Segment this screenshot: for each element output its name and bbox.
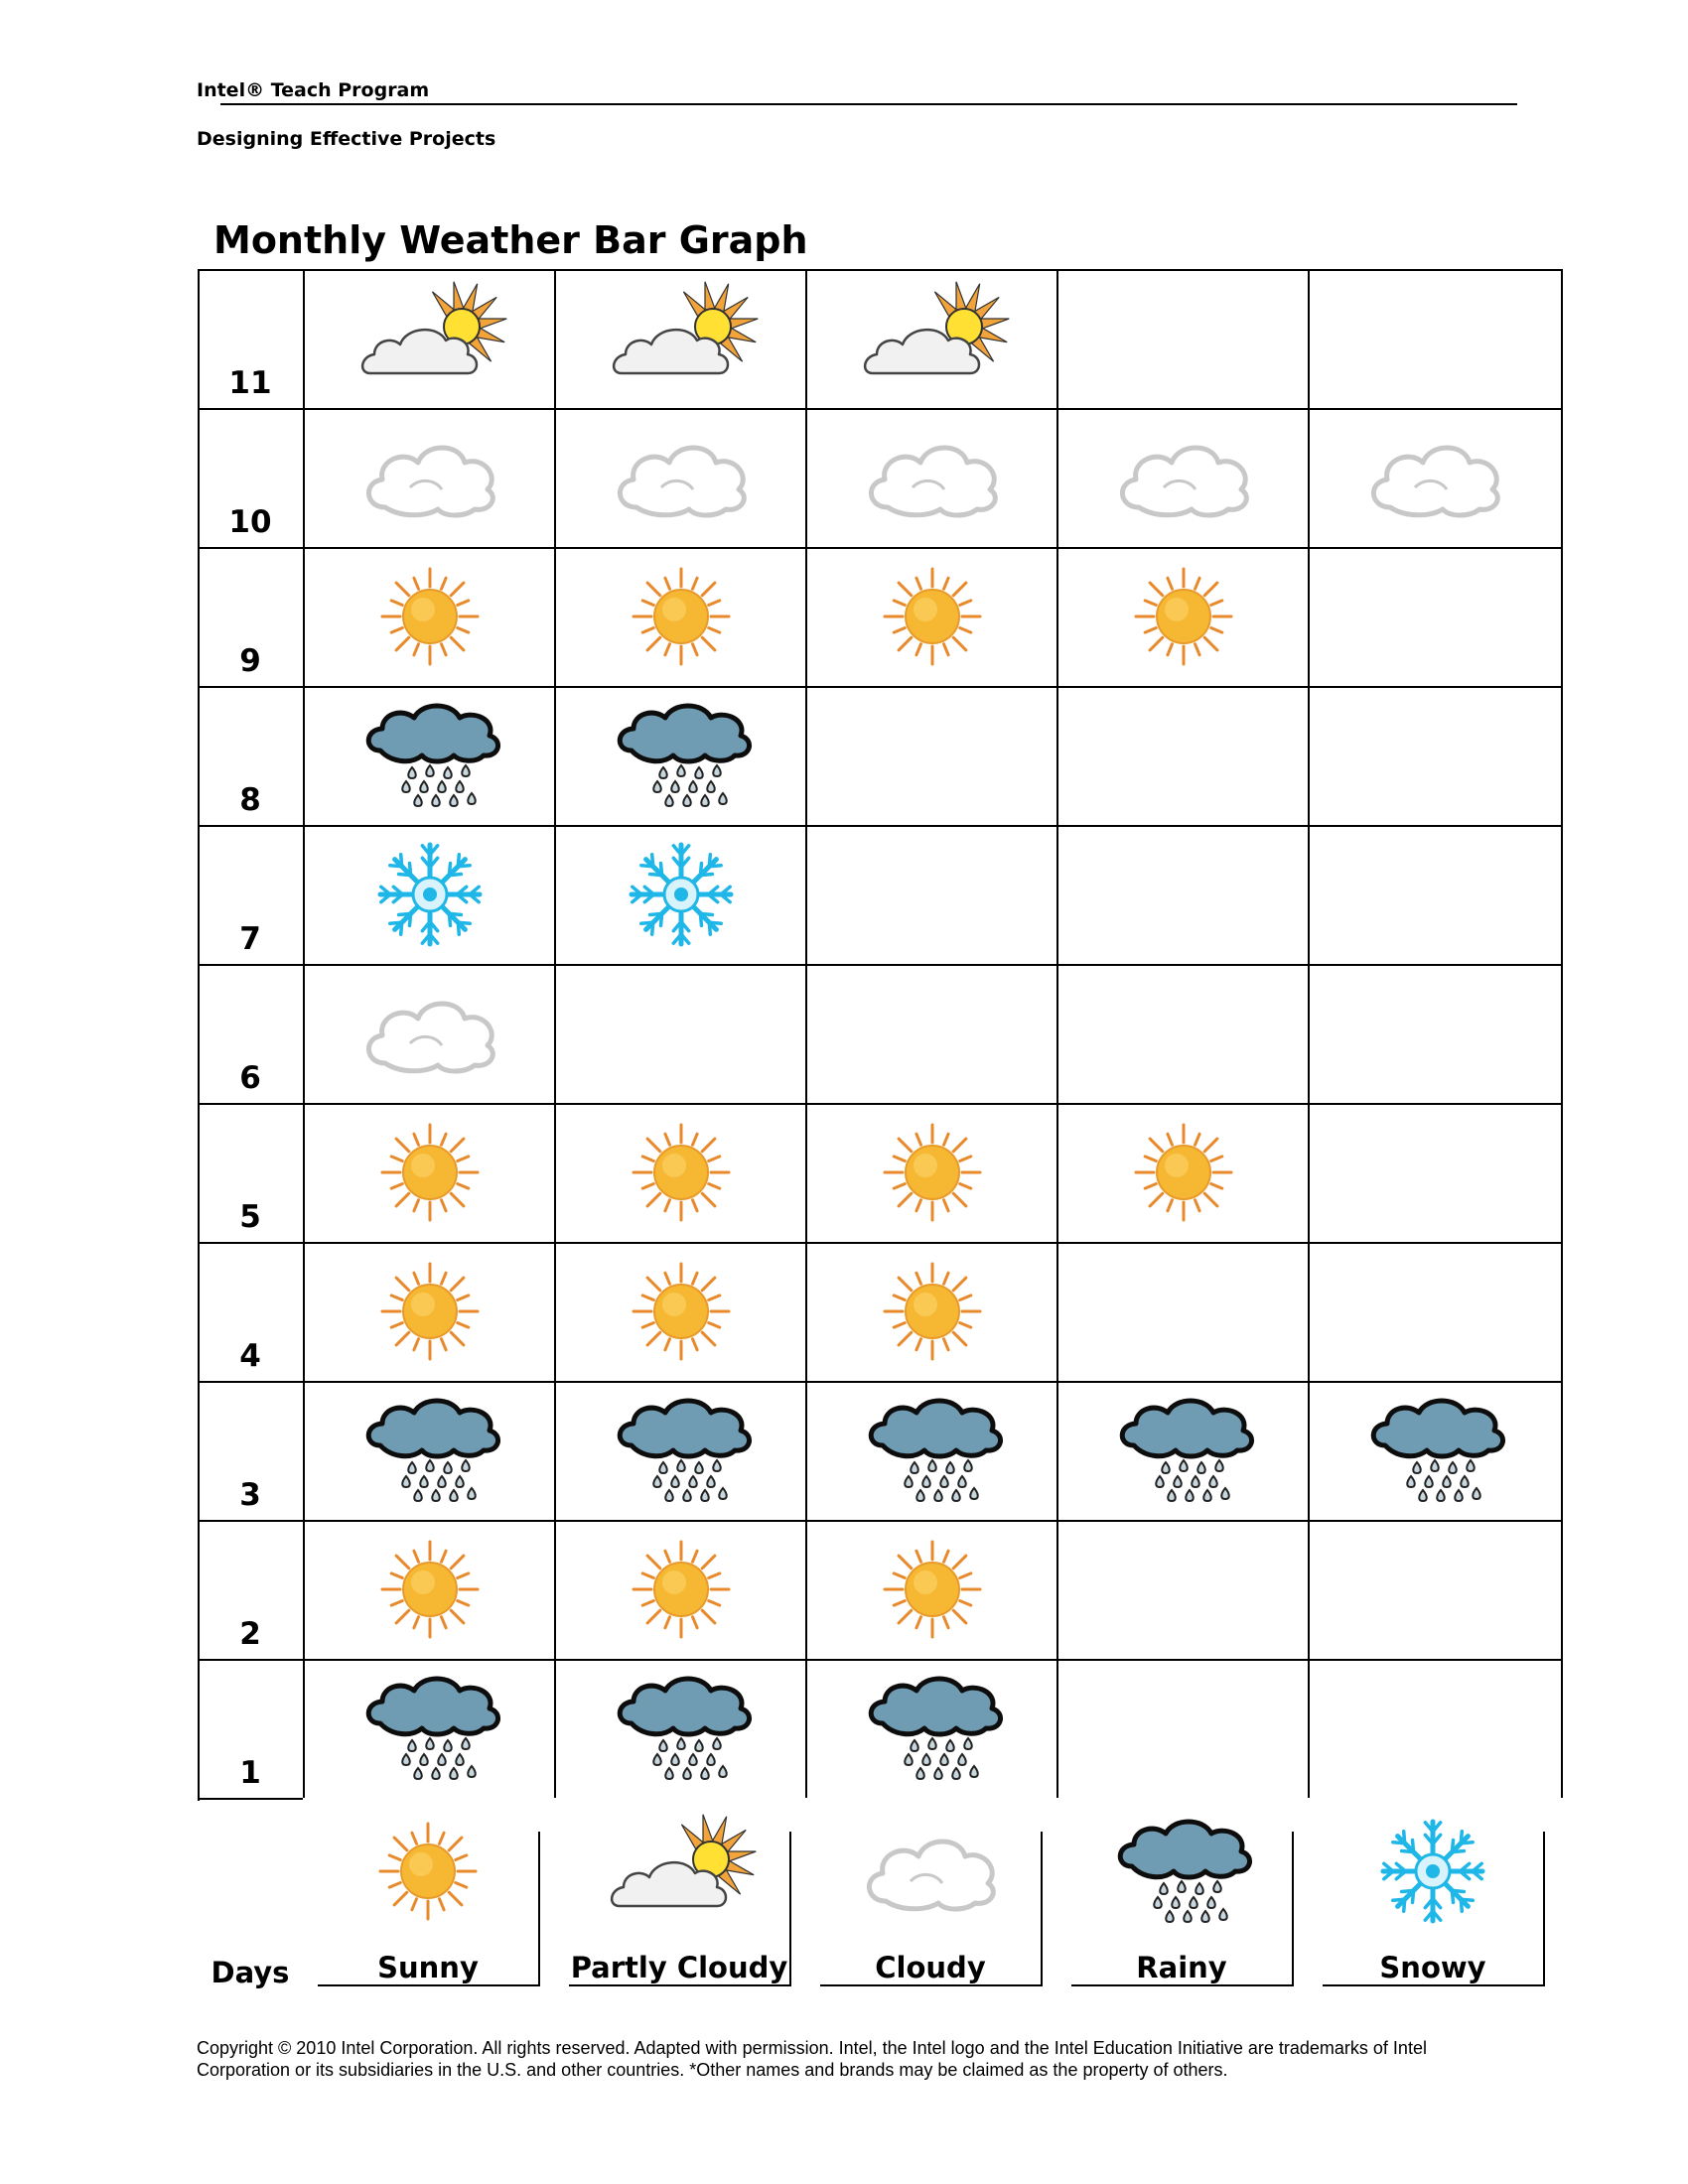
sun-icon	[351, 1252, 509, 1371]
sun-icon	[351, 1113, 509, 1232]
partly-cloudy-icon	[351, 279, 509, 398]
row-day-number: 4	[239, 1338, 261, 1374]
graph-cell	[806, 408, 1057, 547]
graph-cell	[1057, 547, 1309, 686]
graph-cell	[806, 964, 1057, 1103]
snowflake-icon	[1348, 1812, 1517, 1931]
sun-icon	[853, 557, 1012, 676]
row-day-number: 2	[239, 1616, 261, 1652]
graph-cell	[1057, 1659, 1309, 1798]
rain-cloud-icon	[351, 1669, 509, 1788]
graph-cell	[555, 547, 806, 686]
graph-cell	[806, 686, 1057, 825]
program-subtitle: Designing Effective Projects	[197, 128, 496, 150]
row-day-number: 3	[239, 1477, 261, 1513]
graph-cell	[555, 1659, 806, 1798]
graph-cell	[1309, 269, 1560, 408]
graph-cell	[1057, 1381, 1309, 1520]
graph-cell	[304, 1381, 555, 1520]
graph-cell	[806, 1520, 1057, 1659]
graph-cell	[304, 1103, 555, 1242]
copyright-notice: Copyright © 2010 Intel Corporation. All rights reserved. Adapted with permission. Intel, the Intel logo and the Intel Education Initiative are trademarks of Intel Corporation or its subsidiaries in the U.S. and other countries. *Other names and brands may be claimed as the property of others.	[197, 2038, 1427, 2080]
graph-cell	[1309, 1242, 1560, 1381]
graph-cell	[806, 269, 1057, 408]
row-day-number: 7	[239, 921, 261, 957]
rain-cloud-icon	[602, 1391, 761, 1510]
graph-cell	[304, 686, 555, 825]
graph-cell	[304, 269, 555, 408]
cloud-icon	[351, 418, 509, 537]
grid-row-line	[198, 1798, 303, 1800]
cloud-icon	[853, 418, 1012, 537]
graph-cell	[1309, 1659, 1560, 1798]
partly-cloudy-icon	[602, 279, 761, 398]
graph-cell	[304, 1659, 555, 1798]
sun-icon	[853, 1113, 1012, 1232]
cloud-icon	[602, 418, 761, 537]
graph-cell	[806, 547, 1057, 686]
rain-cloud-icon	[853, 1669, 1012, 1788]
graph-cell	[806, 1242, 1057, 1381]
row-day-number: 1	[239, 1755, 261, 1791]
graph-cell	[1057, 964, 1309, 1103]
rain-cloud-icon	[1355, 1391, 1514, 1510]
weather-bar-graph	[198, 269, 1563, 1801]
graph-cell	[555, 269, 806, 408]
legend-label: Sunny	[377, 1951, 479, 1984]
sun-icon	[602, 557, 761, 676]
page-title: Monthly Weather Bar Graph	[213, 218, 808, 262]
graph-cell	[1309, 1381, 1560, 1520]
row-day-number: 5	[239, 1199, 261, 1235]
graph-cell	[1309, 1103, 1560, 1242]
cloud-icon	[1104, 418, 1263, 537]
graph-cell	[806, 1103, 1057, 1242]
row-day-number: 11	[228, 365, 272, 401]
sun-icon	[602, 1113, 761, 1232]
row-day-number: 9	[239, 643, 261, 679]
snowflake-icon	[351, 835, 509, 954]
row-day-number: 10	[228, 504, 272, 540]
graph-cell	[555, 1242, 806, 1381]
rain-cloud-icon	[1097, 1812, 1266, 1931]
graph-cell	[304, 408, 555, 547]
graph-cell	[1309, 547, 1560, 686]
rain-cloud-icon	[351, 1391, 509, 1510]
graph-cell	[806, 1659, 1057, 1798]
partly-cloudy-icon	[853, 279, 1012, 398]
graph-cell	[1057, 825, 1309, 964]
graph-cell	[1309, 825, 1560, 964]
row-day-number: 6	[239, 1060, 261, 1096]
grid-column-line	[1561, 269, 1563, 1798]
partly-cloudy-icon	[595, 1812, 764, 1931]
cloud-icon	[846, 1812, 1015, 1931]
graph-cell	[304, 1520, 555, 1659]
cloud-icon	[351, 974, 509, 1093]
graph-cell	[1309, 686, 1560, 825]
graph-cell	[555, 1520, 806, 1659]
row-day-number: 8	[239, 782, 261, 818]
days-axis-label: Days	[211, 1956, 290, 1989]
program-header: Intel® Teach Program	[197, 79, 430, 101]
sun-icon	[853, 1252, 1012, 1371]
graph-cell	[1309, 964, 1560, 1103]
rain-cloud-icon	[1104, 1391, 1263, 1510]
legend-label: Cloudy	[875, 1951, 986, 1984]
graph-cell	[304, 547, 555, 686]
graph-cell	[1057, 1103, 1309, 1242]
cloud-icon	[1355, 418, 1514, 537]
sun-icon	[351, 557, 509, 676]
graph-cell	[555, 1381, 806, 1520]
graph-cell	[304, 964, 555, 1103]
header-rule	[220, 103, 1517, 105]
rain-cloud-icon	[602, 696, 761, 815]
graph-cell	[1057, 1242, 1309, 1381]
grid-column-line	[198, 269, 200, 1801]
sun-icon	[602, 1530, 761, 1649]
legend-label: Partly Cloudy	[570, 1951, 788, 1984]
graph-cell	[304, 1242, 555, 1381]
graph-cell	[304, 825, 555, 964]
graph-cell	[555, 1103, 806, 1242]
legend-label: Snowy	[1379, 1951, 1486, 1984]
sun-icon	[351, 1530, 509, 1649]
rain-cloud-icon	[351, 696, 509, 815]
graph-cell	[806, 1381, 1057, 1520]
sun-icon	[1104, 1113, 1263, 1232]
graph-cell	[555, 964, 806, 1103]
rain-cloud-icon	[853, 1391, 1012, 1510]
sun-icon	[344, 1812, 512, 1931]
snowflake-icon	[602, 835, 761, 954]
rain-cloud-icon	[602, 1669, 761, 1788]
sun-icon	[1104, 557, 1263, 676]
graph-cell	[555, 408, 806, 547]
sun-icon	[853, 1530, 1012, 1649]
graph-cell	[555, 686, 806, 825]
graph-cell	[1057, 408, 1309, 547]
graph-cell	[1309, 408, 1560, 547]
graph-cell	[1057, 1520, 1309, 1659]
graph-cell	[1057, 686, 1309, 825]
legend-label: Rainy	[1136, 1951, 1227, 1984]
sun-icon	[602, 1252, 761, 1371]
graph-cell	[555, 825, 806, 964]
graph-cell	[1309, 1520, 1560, 1659]
graph-cell	[1057, 269, 1309, 408]
graph-cell	[806, 825, 1057, 964]
